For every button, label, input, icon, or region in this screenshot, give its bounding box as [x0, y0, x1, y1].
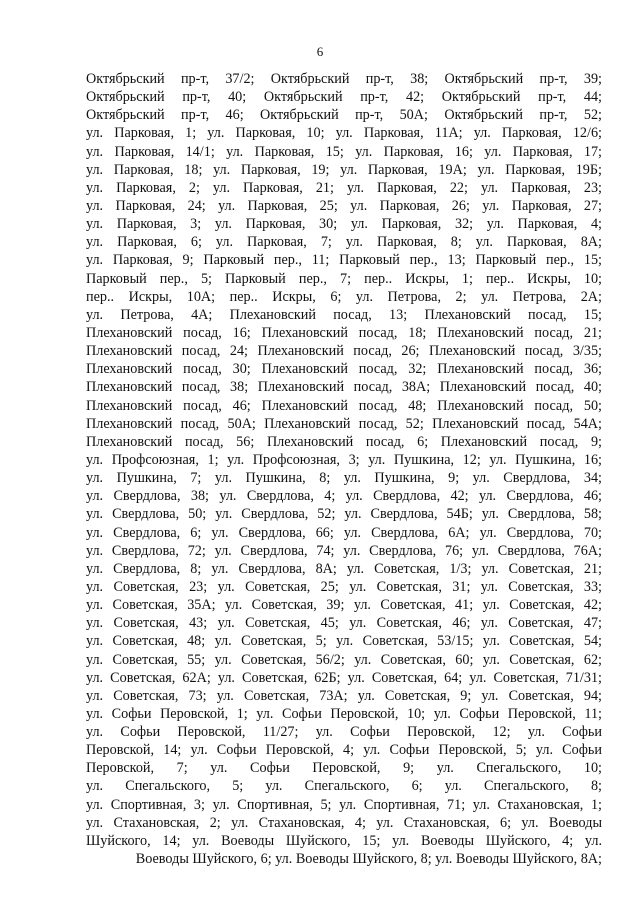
- text-line: ул. Софьи Перовской, 1; ул. Софьи Перовской, 10; ул. Софьи Перовской, 11;: [86, 705, 602, 722]
- text-line: ул. Свердлова, 50; ул. Свердлова, 52; ул. Свердлова, 54Б; ул. Свердлова, 58;: [86, 506, 602, 523]
- text-line: ул. Парковая, 1; ул. Парковая, 10; ул. Парковая, 11А; ул. Парковая, 12/6;: [86, 125, 602, 142]
- text-line: ул. Советская, 73; ул. Советская, 73А; ул. Советская, 9; ул. Советская, 94;: [86, 687, 602, 704]
- text-line: Парковый пер., 5; Парковый пер., 7; пер.. Искры, 1; пер.. Искры, 10;: [86, 270, 602, 287]
- text-line: ул. Советская, 48; ул. Советская, 5; ул. Советская, 53/15; ул. Советская, 54;: [86, 633, 602, 650]
- text-line: пер.. Искры, 10А; пер.. Искры, 6; ул. Петрова, 2; ул. Петрова, 2А;: [86, 288, 602, 305]
- text-line: ул. Стахановская, 2; ул. Стахановская, 4; ул. Стахановская, 6; ул. Воеводы: [86, 814, 602, 831]
- text-line: ул. Спортивная, 3; ул. Спортивная, 5; ул. Спортивная, 71; ул. Стахановская, 1;: [86, 796, 602, 813]
- text-line: ул. Парковая, 9; Парковый пер., 11; Парковый пер., 13; Парковый пер., 15;: [86, 252, 602, 269]
- text-line: Плехановский посад, 46; Плехановский посад, 48; Плехановский посад, 50;: [86, 397, 602, 414]
- text-line: Перовской, 7; ул. Софьи Перовской, 9; ул. Спегальского, 10;: [86, 760, 602, 777]
- page-number: 6: [316, 44, 324, 59]
- text-line: Плехановский посад, 30; Плехановский посад, 32; Плехановский посад, 36;: [86, 361, 602, 378]
- text-line: Плехановский посад, 24; Плехановский посад, 26; Плехановский посад, 3/35;: [86, 343, 602, 360]
- text-line: Плехановский посад, 50А; Плехановский посад, 52; Плехановский посад, 54А;: [86, 415, 602, 432]
- text-line: Воеводы Шуйского, 6; ул. Воеводы Шуйского, 8; ул. Воеводы Шуйского, 8А;: [135, 851, 602, 868]
- text-line: ул. Петрова, 4А; Плехановский посад, 13; Плехановский посад, 15;: [86, 306, 602, 323]
- text-line: ул. Парковая, 6; ул. Парковая, 7; ул. Парковая, 8; ул. Парковая, 8А;: [86, 234, 602, 251]
- text-line: Шуйского, 14; ул. Воеводы Шуйского, 15; ул. Воеводы Шуйского, 4; ул.: [86, 832, 602, 849]
- text-line: ул. Свердлова, 8; ул. Свердлова, 8А; ул. Советская, 1/3; ул. Советская, 21;: [86, 560, 602, 577]
- text-line: Перовской, 14; ул. Софьи Перовской, 4; ул. Софьи Перовской, 5; ул. Софьи: [86, 742, 602, 759]
- text-line: ул. Свердлова, 38; ул. Свердлова, 4; ул. Свердлова, 42; ул. Свердлова, 46;: [86, 488, 602, 505]
- text-line: ул. Софьи Перовской, 11/27; ул. Софьи Перовской, 12; ул. Софьи: [86, 724, 602, 741]
- text-line: ул. Парковая, 2; ул. Парковая, 21; ул. Парковая, 22; ул. Парковая, 23;: [86, 179, 602, 196]
- text-line: ул. Спегальского, 5; ул. Спегальского, 6; ул. Спегальского, 8;: [86, 778, 602, 795]
- text-line: ул. Парковая, 24; ул. Парковая, 25; ул. Парковая, 26; ул. Парковая, 27;: [86, 197, 602, 214]
- text-line: ул. Парковая, 14/1; ул. Парковая, 15; ул. Парковая, 16; ул. Парковая, 17;: [86, 143, 602, 160]
- text-line: ул. Парковая, 3; ул. Парковая, 30; ул. Парковая, 32; ул. Парковая, 4;: [86, 216, 602, 233]
- text-line: ул. Советская, 62А; ул. Советская, 62Б; ул. Советская, 64; ул. Советская, 71/31;: [86, 669, 602, 686]
- text-line: Плехановский посад, 38; Плехановский посад, 38А; Плехановский посад, 40;: [86, 379, 602, 396]
- text-line: ул. Свердлова, 72; ул. Свердлова, 74; ул. Свердлова, 76; ул. Свердлова, 76А;: [86, 542, 602, 559]
- text-line: ул. Парковая, 18; ул. Парковая, 19; ул. Парковая, 19А; ул. Парковая, 19Б;: [86, 161, 602, 178]
- text-line: ул. Советская, 55; ул. Советская, 56/2; ул. Советская, 60; ул. Советская, 62;: [86, 651, 602, 668]
- address-list-text: [86, 70, 602, 868]
- text-line: ул. Советская, 35А; ул. Советская, 39; ул. Советская, 41; ул. Советская, 42;: [86, 597, 602, 614]
- text-line: Октябрьский пр-т, 37/2; Октябрьский пр-т, 38; Октябрьский пр-т, 39;: [86, 71, 602, 87]
- text-line: Плехановский посад, 16; Плехановский посад, 18; Плехановский посад, 21;: [86, 324, 602, 341]
- text-line: ул. Советская, 43; ул. Советская, 45; ул. Советская, 46; ул. Советская, 47;: [86, 615, 602, 632]
- text-line: ул. Советская, 23; ул. Советская, 25; ул. Советская, 31; ул. Советская, 33;: [86, 578, 602, 595]
- text-line: Октябрьский пр-т, 40; Октябрьский пр-т, 42; Октябрьский пр-т, 44;: [86, 89, 602, 106]
- text-line: Октябрьский пр-т, 46; Октябрьский пр-т, 50А; Октябрьский пр-т, 52;: [86, 107, 602, 124]
- text-line: ул. Профсоюзная, 1; ул. Профсоюзная, 3; ул. Пушкина, 12; ул. Пушкина, 16;: [86, 451, 602, 468]
- text-line: ул. Пушкина, 7; ул. Пушкина, 8; ул. Пушкина, 9; ул. Свердлова, 34;: [86, 470, 602, 487]
- text-line: Плехановский посад, 56; Плехановский посад, 6; Плехановский посад, 9;: [86, 433, 602, 450]
- text-line: ул. Свердлова, 6; ул. Свердлова, 66; ул. Свердлова, 6А; ул. Свердлова, 70;: [86, 524, 602, 541]
